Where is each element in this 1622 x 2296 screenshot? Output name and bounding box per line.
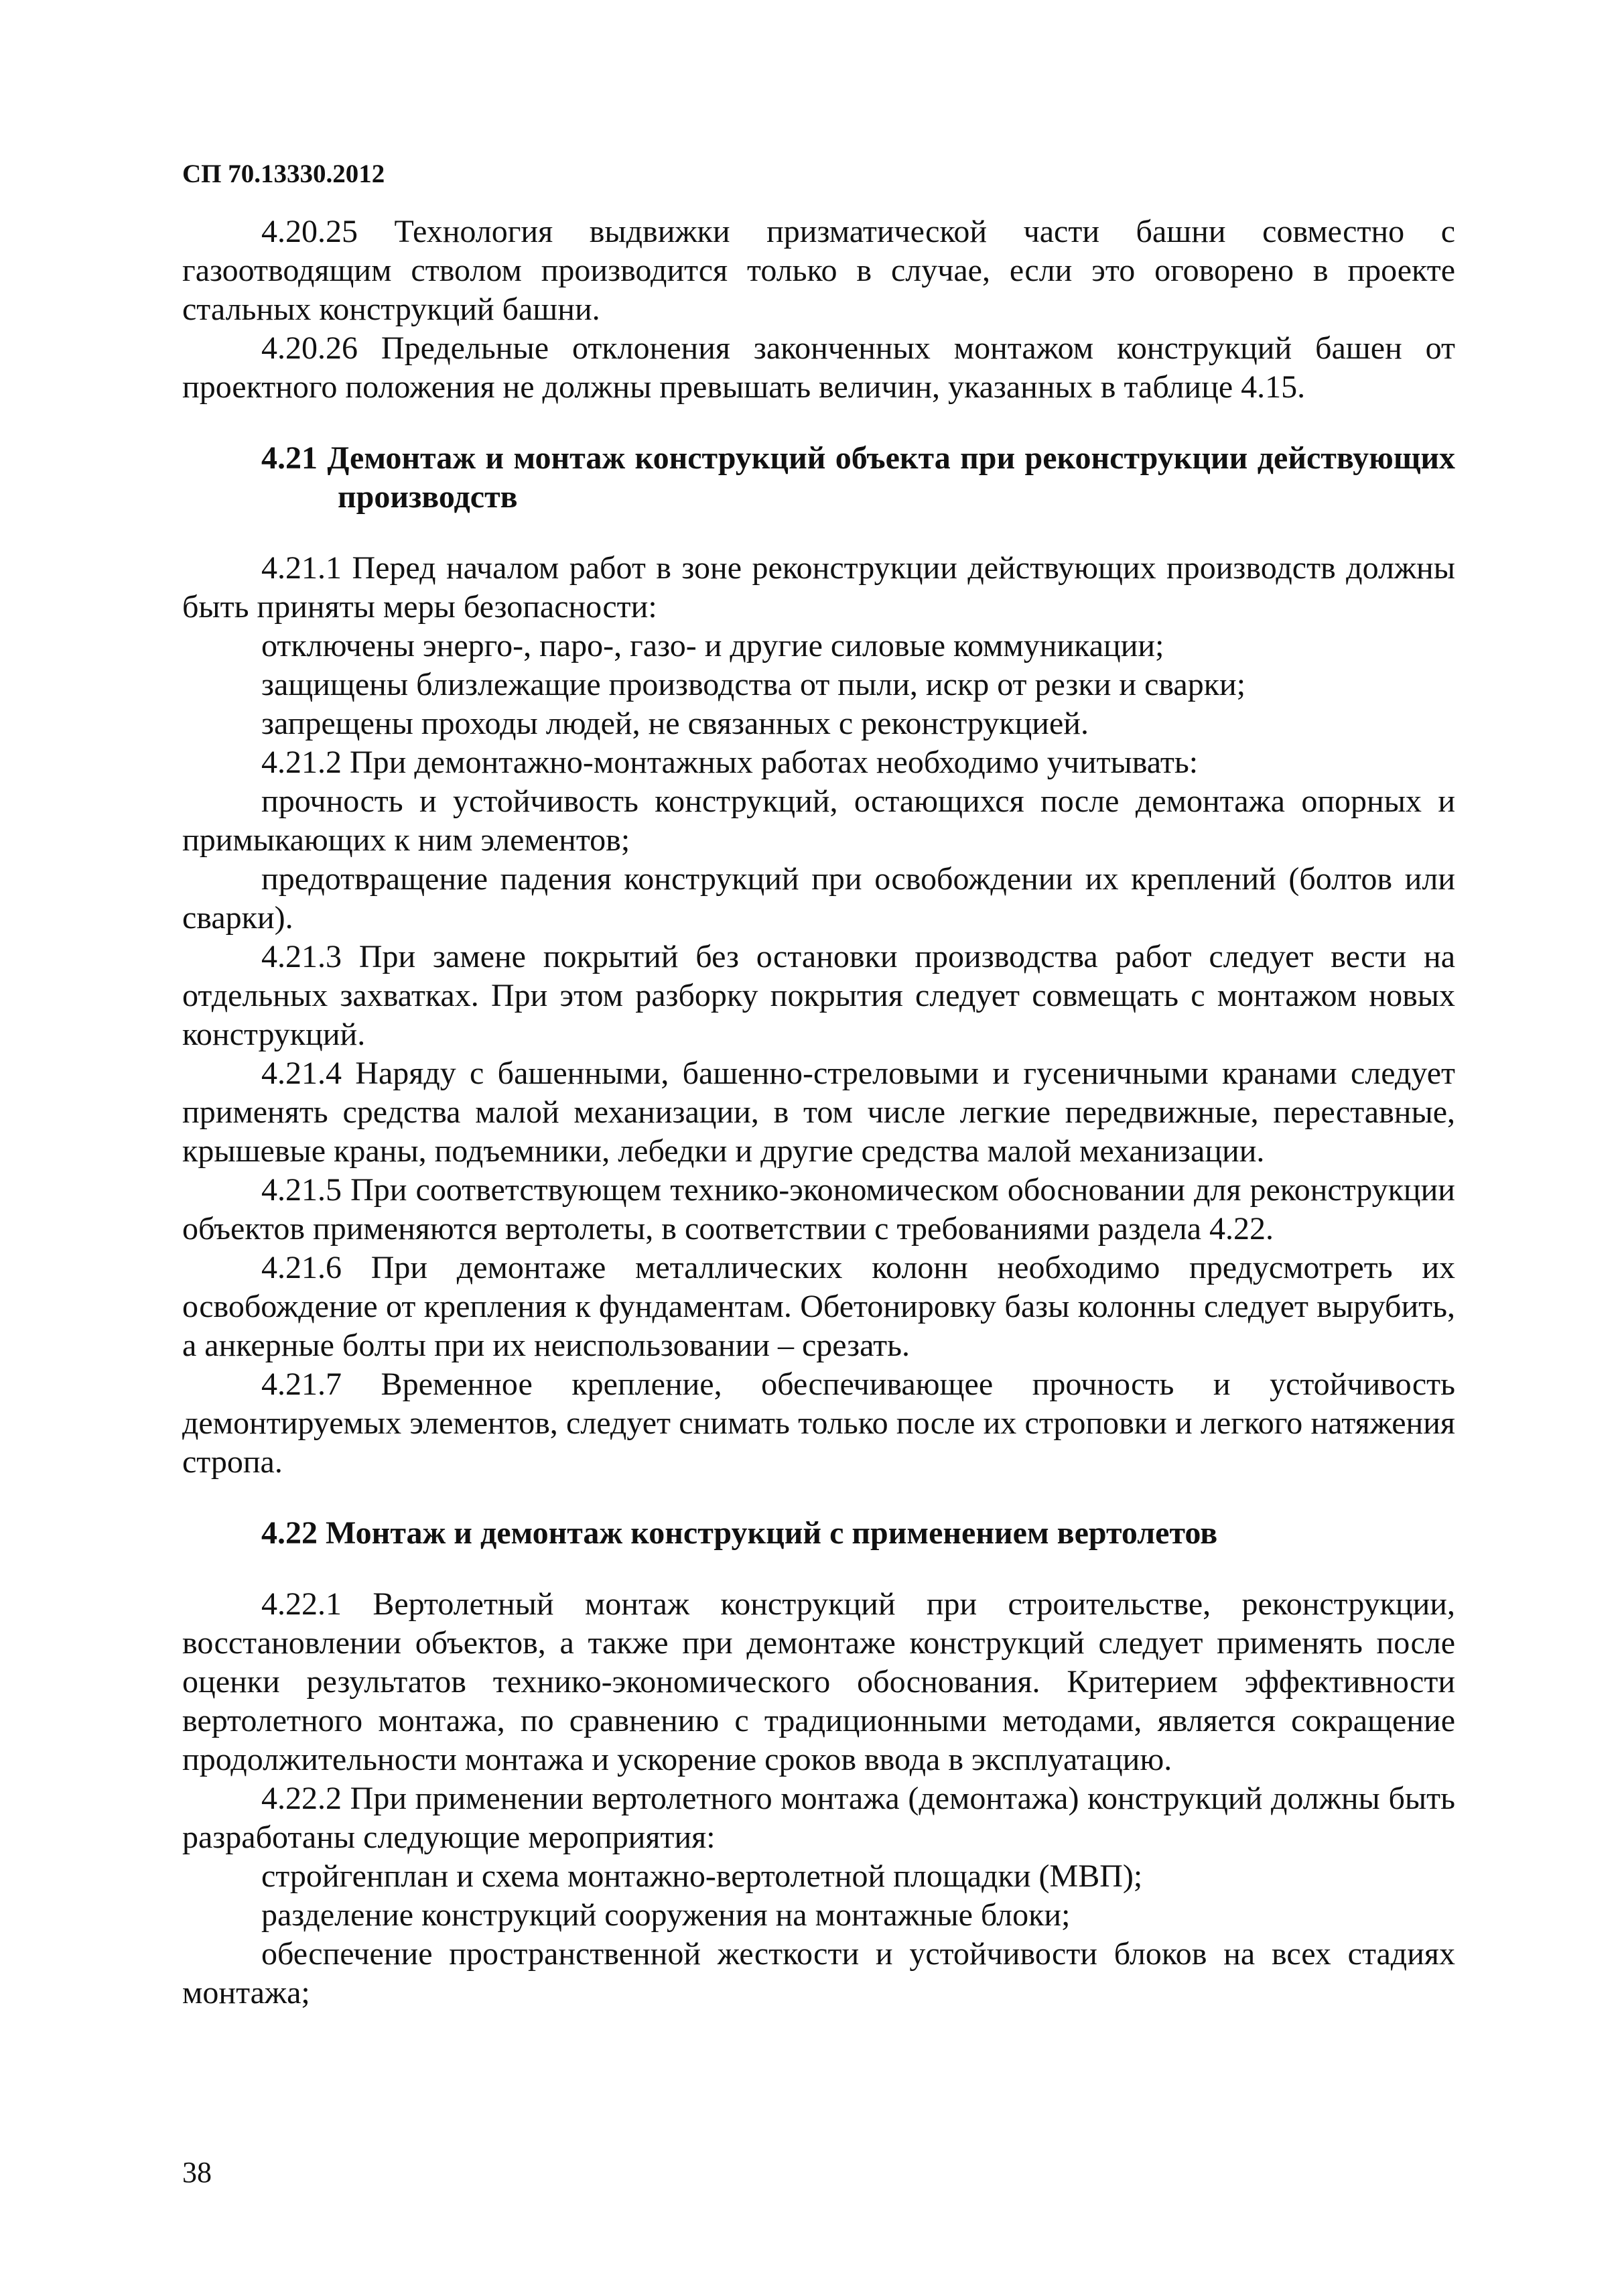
list-item: предотвращение падения конструкций при освобождении их креплений (болтов или сварки). — [182, 861, 1455, 936]
paragraph-4-22-1: 4.22.1 Вертолетный монтаж конструкций при строительстве, реконструкции, восстановлении объектов, а также при демонтаже конструкций следует применять после оценки результатов технико-экономического обоснования. Критерием эффективности вертолетного монтажа, по сравнению с традиционными методами, является сокращение продолжительности монтажа и ускорение сроков ввода в эксплуатацию. — [182, 1586, 1455, 1777]
paragraph-4-21-3: 4.21.3 При замене покрытий без остановки производства работ следует вести на отдельных захватках. При этом разборку покрытия следует совмещать с монтажом новых конструкций. — [182, 939, 1455, 1052]
paragraph-4-20-26: 4.20.26 Предельные отклонения законченных монтажом конструкций башен от проектного положения не должны превышать величин, указанных в таблице 4.15. — [182, 330, 1455, 405]
section-heading-4-22: 4.22 Монтаж и демонтаж конструкций с применением вертолетов — [261, 1515, 1218, 1551]
page-number: 38 — [182, 2156, 212, 2189]
section-heading-4-21: 4.21 Демонтаж и монтаж конструкций объекта при реконструкции действующих производств — [261, 440, 1455, 515]
paragraph-4-21-4: 4.21.4 Наряду с башенными, башенно-стреловыми и гусеничными кранами следует применять средства малой механизации, в том числе легкие передвижные, переставные, крышевые краны, подъемники, лебедки и другие средства малой механизации. — [182, 1056, 1455, 1169]
list-item: защищены близлежащие производства от пыли, искр от резки и сварки; — [261, 667, 1246, 702]
list-item: запрещены проходы людей, не связанных с реконструкцией. — [261, 706, 1089, 741]
paragraph-4-21-5: 4.21.5 При соответствующем технико-экономическом обосновании для реконструкции объектов применяются вертолеты, в соответствии с требованиями раздела 4.22. — [182, 1172, 1455, 1247]
paragraph-4-21-2: 4.21.2 При демонтажно-монтажных работах необходимо учитывать: — [261, 745, 1199, 780]
paragraph-4-22-2: 4.22.2 При применении вертолетного монтажа (демонтажа) конструкций должны быть разработаны следующие мероприятия: — [182, 1781, 1455, 1855]
paragraph-4-20-25: 4.20.25 Технология выдвижки призматической части башни совместно с газоотводящим стволом производится только в случае, если это оговорено в проекте стальных конструкций башни. — [182, 214, 1455, 327]
document-code-header: СП 70.13330.2012 — [182, 160, 385, 188]
paragraph-4-21-1: 4.21.1 Перед началом работ в зоне реконструкции действующих производств должны быть приняты меры безопасности: — [182, 550, 1455, 625]
document-body — [182, 212, 1455, 2013]
list-item: стройгенплан и схема монтажно-вертолетной площадки (МВП); — [261, 1858, 1143, 1894]
list-item: обеспечение пространственной жесткости и устойчивости блоков на всех стадиях монтажа; — [182, 1936, 1455, 2011]
list-item: отключены энерго-, паро-, газо- и другие силовые коммуникации; — [261, 628, 1164, 663]
list-item: прочность и устойчивость конструкций, остающихся после демонтажа опорных и примыкающих к ним элементов; — [182, 783, 1455, 858]
list-item: разделение конструкций сооружения на монтажные блоки; — [261, 1897, 1071, 1933]
paragraph-4-21-7: 4.21.7 Временное крепление, обеспечивающее прочность и устойчивость демонтируемых элементов, следует снимать только после их строповки и легкого натяжения стропа. — [182, 1366, 1455, 1480]
paragraph-4-21-6: 4.21.6 При демонтаже металлических колонн необходимо предусмотреть их освобождение от крепления к фундаментам. Обетонировку базы колонны следует вырубить, а анкерные болты при их неиспользовании – срезать. — [182, 1250, 1455, 1363]
